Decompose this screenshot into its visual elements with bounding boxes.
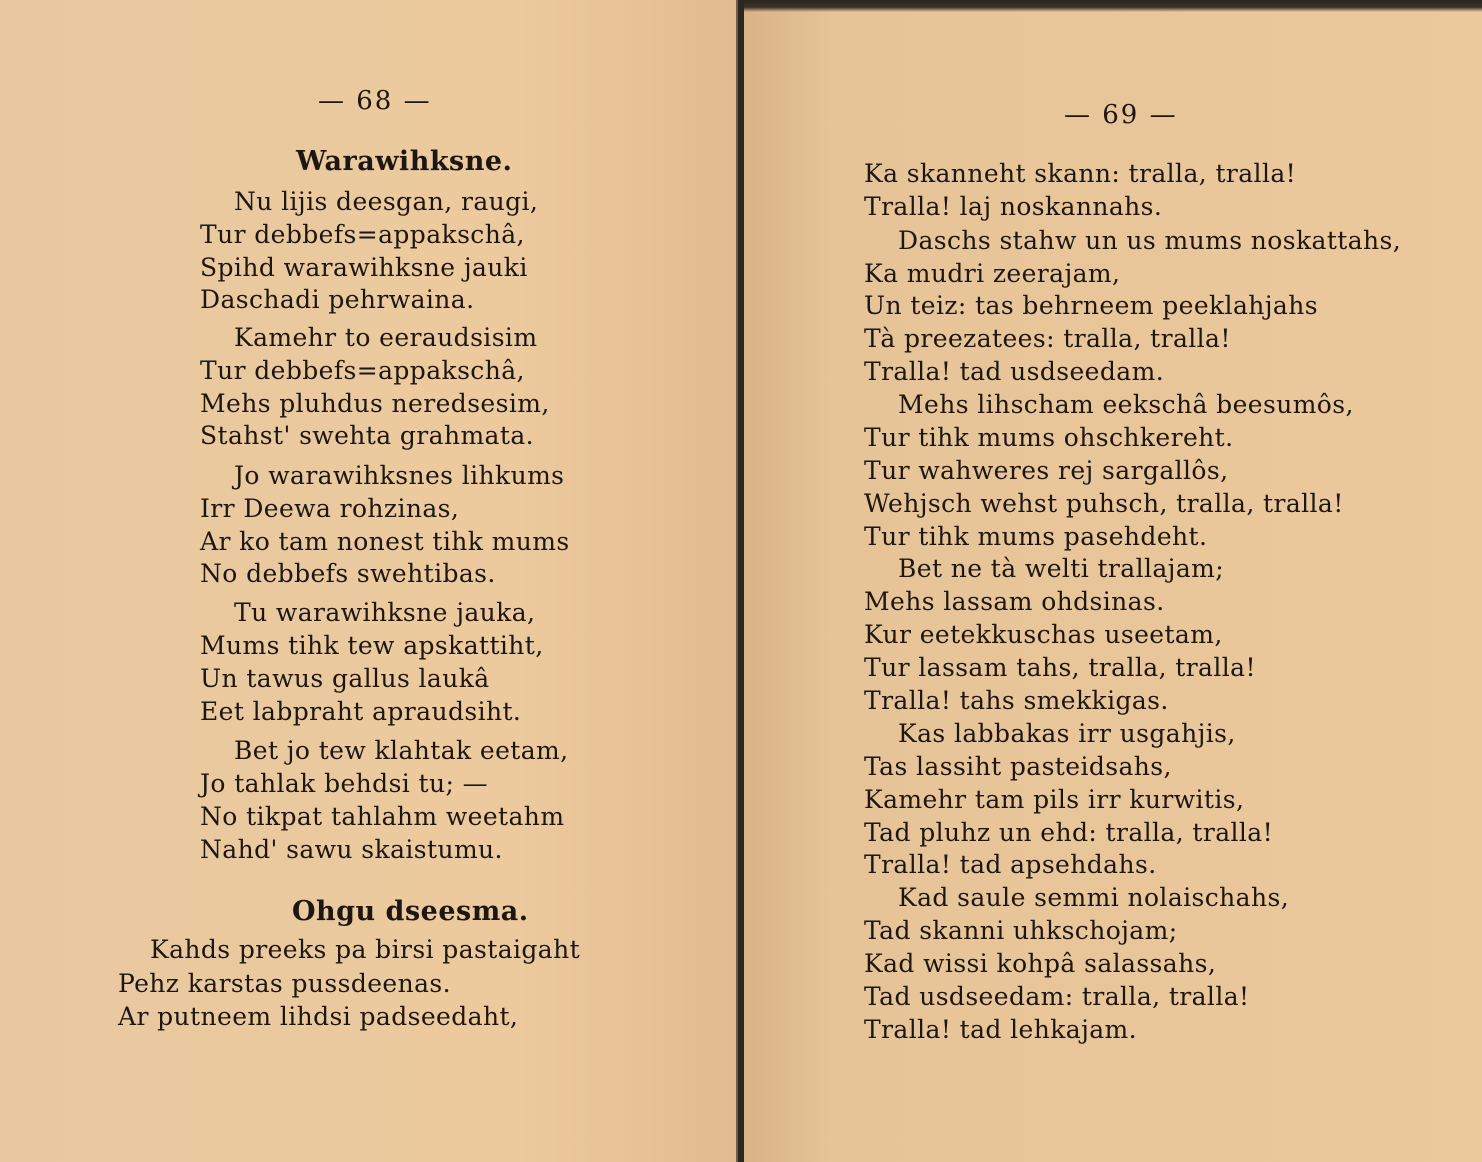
poem-line: Ar ko tam nonest tihk mums (200, 527, 570, 556)
poem-line: Mehs lihscham eekschâ beesumôs, (898, 390, 1354, 419)
poem-line: Tur tihk mums pasehdeht. (864, 522, 1208, 551)
poem-line: Tralla! laj noskannahs. (864, 192, 1163, 221)
poem-line: Tur debbefs=appakschâ, (200, 356, 525, 385)
poem-line: Jo tahlak behdsi tu; — (200, 769, 489, 798)
poem-line: Tad skanni uhkschojam; (864, 916, 1178, 945)
poem-line: Mehs pluhdus neredsesim, (200, 389, 550, 418)
poem-line: Mehs lassam ohdsinas. (864, 587, 1165, 616)
poem-line: Kahds preeks pa birsi pastaigaht (150, 935, 581, 964)
page-number-right: — 69 — (1064, 100, 1178, 130)
poem-title-ohgu-dseesma: Ohgu dseesma. (292, 896, 529, 927)
poem-line: Irr Deewa rohzinas, (200, 494, 460, 523)
poem-line: Tralla! tad lehkajam. (864, 1015, 1137, 1044)
poem-line: Nu lijis deesgan, raugi, (234, 187, 539, 216)
poem-line: Eet labpraht apraudsiht. (200, 697, 522, 726)
poem-title-warawihksne: Warawihksne. (296, 146, 513, 177)
poem-line: Un tawus gallus laukâ (200, 664, 490, 693)
poem-line: Tas lassiht pasteidsahs, (864, 752, 1172, 781)
poem-line: No debbefs swehtibas. (200, 559, 496, 588)
poem-line: Un teiz: tas behrneem peeklahjahs (864, 291, 1318, 320)
poem-line: Tad usdseedam: tralla, tralla! (864, 982, 1250, 1011)
poem-line: Tu warawihksne jauka, (234, 598, 536, 627)
poem-line: Wehjsch wehst puhsch, tralla, tralla! (864, 489, 1344, 518)
poem-line: Spihd warawihksne jauki (200, 253, 528, 282)
poem-line: Kad saule semmi nolaischahs, (898, 883, 1290, 912)
poem-line: Ka mudri zeerajam, (864, 259, 1121, 288)
poem-line: Daschadi pehrwaina. (200, 285, 475, 314)
poem-line: Tà preezatees: tralla, tralla! (864, 324, 1231, 353)
poem-line: Stahst' swehta grahmata. (200, 421, 534, 450)
poem-line: Mums tihk tew apskattiht, (200, 631, 544, 660)
page-number-left: — 68 — (318, 86, 432, 116)
poem-line: Tur lassam tahs, tralla, tralla! (864, 653, 1256, 682)
poem-line: Tralla! tahs smekkigas. (864, 686, 1169, 715)
poem-line: Kur eetekkuschas useetam, (864, 620, 1223, 649)
poem-line: Tur debbefs=appakschâ, (200, 220, 525, 249)
poem-line: Nahd' sawu skaistumu. (200, 835, 503, 864)
poem-line: Jo warawihksnes lihkums (234, 461, 565, 490)
poem-line: Kad wissi kohpâ salassahs, (864, 949, 1217, 978)
poem-line: Tur tihk mums ohschkereht. (864, 423, 1234, 452)
poem-line: Tad pluhz un ehd: tralla, tralla! (864, 818, 1274, 847)
right-page (744, 0, 1482, 1162)
poem-line: Kamehr to eeraudsisim (234, 323, 538, 352)
poem-line: Kamehr tam pils irr kurwitis, (864, 785, 1245, 814)
poem-line: Ar putneem lihdsi padseedaht, (118, 1002, 519, 1031)
poem-line: Bet jo tew klahtak eetam, (234, 736, 569, 765)
poem-line: No tikpat tahlahm weetahm (200, 802, 565, 831)
poem-line: Daschs stahw un us mums noskattahs, (898, 226, 1402, 255)
poem-line: Bet ne tà welti trallajam; (898, 554, 1225, 583)
left-page (0, 0, 738, 1162)
poem-line: Tralla! tad usdseedam. (864, 357, 1165, 386)
poem-line: Kas labbakas irr usgahjis, (898, 719, 1236, 748)
poem-line: Ka skanneht skann: tralla, tralla! (864, 159, 1297, 188)
poem-line: Pehz karstas pussdeenas. (118, 969, 452, 998)
poem-line: Tralla! tad apsehdahs. (864, 850, 1157, 879)
poem-line: Tur wahweres rej sargallôs, (864, 456, 1229, 485)
